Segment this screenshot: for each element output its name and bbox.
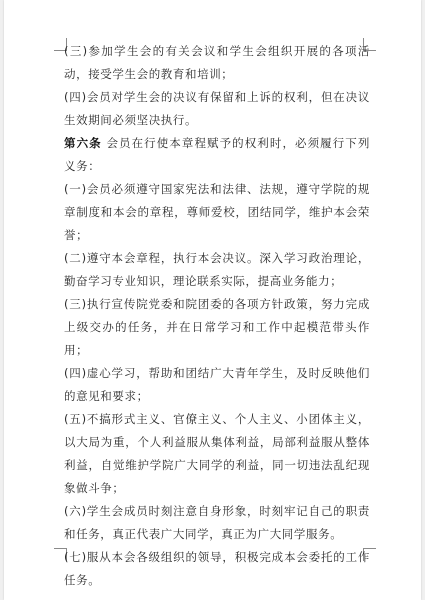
paragraph-text: (七)服从本会各级组织的领导，积极完成本会委托的工作任务。 (64, 550, 370, 587)
paragraph-text: (一)会员必须遵守国家宪法和法律、法规，遵守学院的规章制度和本会的章程，尊师爱校，团结同学，维护本会荣誉； (64, 182, 370, 242)
article-heading: 第六条 (64, 136, 102, 150)
paragraph[interactable] (64, 500, 370, 546)
paragraph-text: (二)遵守本会章程，执行本会决议。深入学习政治理论，勤奋学习专业知识，理论联系实际，提高业务能力； (64, 251, 370, 288)
paragraph[interactable] (64, 178, 370, 247)
paragraph[interactable] (64, 293, 370, 362)
paragraph[interactable] (64, 546, 370, 592)
paragraph-text: (三)参加学生会的有关会议和学生会组织开展的各项活动，接受学生会的教育和培训； (64, 44, 370, 81)
paragraph[interactable] (64, 86, 370, 132)
article-paragraph[interactable] (64, 132, 370, 178)
paragraph[interactable] (64, 362, 370, 408)
document-body[interactable] (64, 40, 370, 592)
paragraph-text: (四)虚心学习，帮助和团结广大青年学生，及时反映他们的意见和要求； (64, 366, 370, 403)
paragraph-text: (五)不搞形式主义、官僚主义、个人主义、小团体主义，以大局为重，个人利益服从集体利益，局部利益服从整体利益，自觉维护学院广大同学的利益，同一切违法乱纪现象做斗争； (64, 412, 370, 495)
paragraph[interactable] (64, 247, 370, 293)
paragraph[interactable] (64, 40, 370, 86)
paragraph-text: 会员在行使本章程赋予的权利时，必须履行下列义务： (64, 136, 370, 173)
document-page (4, 0, 421, 600)
paragraph-text: (四)会员对学生会的决议有保留和上诉的权利，但在决议生效期间必须坚决执行。 (64, 90, 370, 127)
paragraph-text: (六)学生会成员时刻注意自身形象，时刻牢记自己的职责和任务，真正代表广大同学，真正为广大同学服务。 (64, 504, 370, 541)
paragraph-text: (三)执行宣传院党委和院团委的各项方针政策，努力完成上级交办的任务，并在日常学习和工作中起模范带头作用； (64, 297, 370, 357)
paragraph[interactable] (64, 408, 370, 500)
